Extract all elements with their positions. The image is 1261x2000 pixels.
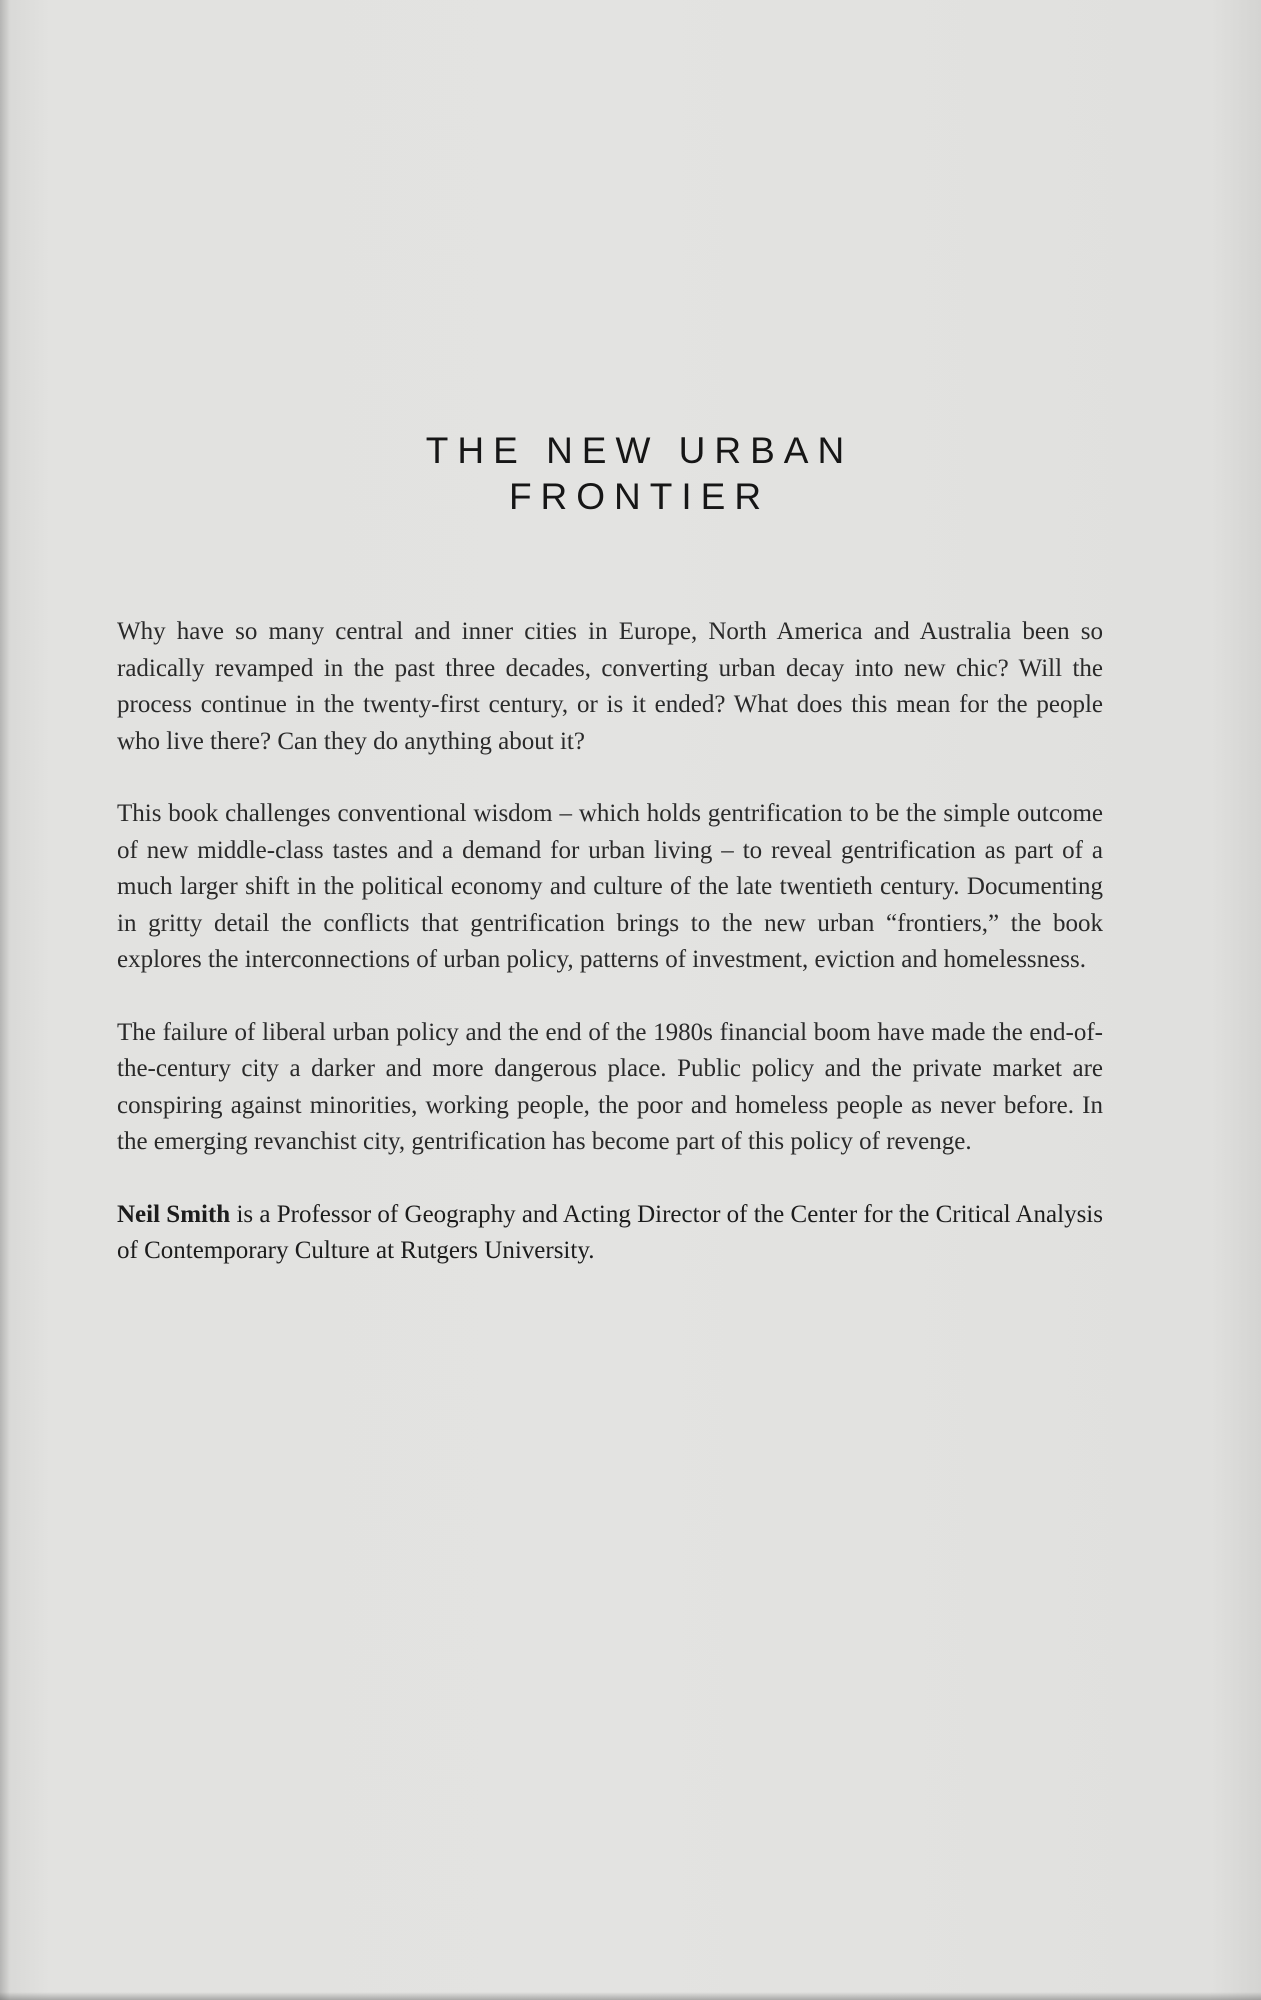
book-title-line-1: THE NEW URBAN <box>425 430 854 471</box>
blurb-paragraph-1: Why have so many central and inner cities in Europe, North America and Australia been so radically revamped in the past three decades, converting urban decay into new chic? Will the process continue in the twenty-first century, or is it ended? What does this mean for the people who live there? Can they do anything about it? <box>117 618 1103 755</box>
blurb-paragraph-2: This book challenges conventional wisdom – which holds gentrification to be the simple outcome of new middle-class tastes and a demand for urban living – to reveal gentrification as part of a much larger shift in the political economy and culture of the late twentieth century. Documenting in gritty detail the conflicts that gentrification brings to the new urban “frontiers,” the book explores the interconnections of urban policy, patterns of investment, eviction and homelessness. <box>117 800 1103 973</box>
book-title-line-2: FRONTIER <box>508 476 771 517</box>
blurb-paragraph-3: The failure of liberal urban policy and the end of the 1980s financial boom have made the end-of-the-century city a darker and more dangerous place. Public policy and the private market are conspiring against minorities, working people, the poor and homeless people as never before. In the emerging revanchist city, gentrification has become part of this policy of revenge. <box>117 1018 1103 1155</box>
author-bio <box>117 1197 1103 1270</box>
page-edge-shadow <box>0 0 10 2000</box>
book-title <box>0 428 1261 520</box>
blurb <box>117 614 1103 1306</box>
bottom-edge-shadow <box>0 1992 1261 2000</box>
author-name: Neil Smith <box>117 1200 231 1228</box>
author-bio-text: is a Professor of Geography and Acting Director of the Center for the Critical Analysis of Contemporary Culture at Rutgers University. <box>117 1200 1103 1264</box>
